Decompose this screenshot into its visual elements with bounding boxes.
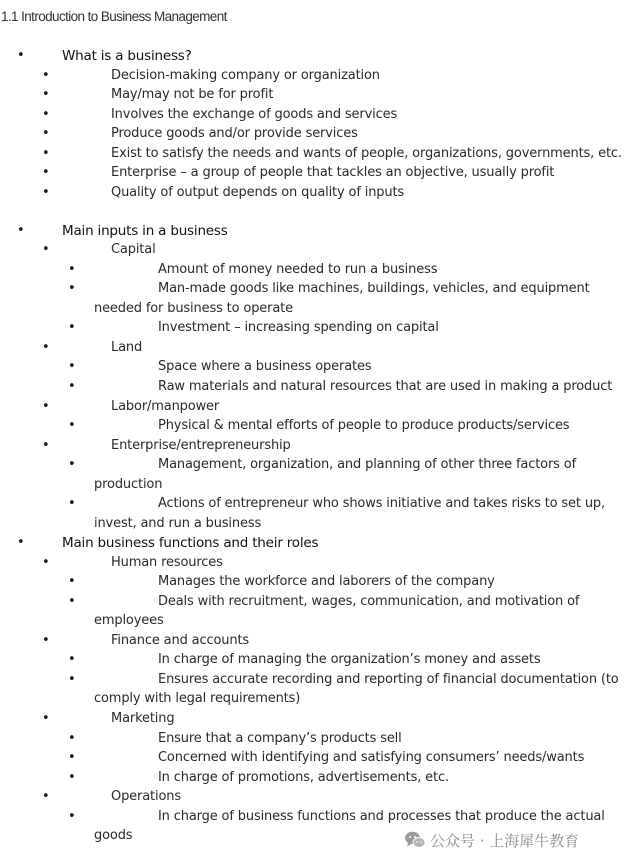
- list-item-text: Space where a business operates: [158, 359, 372, 374]
- list-item-text: Amount of money needed to run a business: [158, 262, 438, 277]
- list-item: [0, 748, 638, 768]
- bullet-icon: •: [68, 770, 76, 785]
- list-item-text: Enterprise – a group of people that tackles an objective, usually profit: [111, 165, 555, 180]
- list-item: [0, 729, 638, 749]
- list-item: [0, 572, 638, 592]
- list-item-text: In charge of business functions and processes that produce the actual: [158, 809, 605, 824]
- bullet-icon: •: [68, 809, 76, 824]
- list-item-text: Raw materials and natural resources that are used in making a product: [158, 379, 613, 394]
- list-item: [0, 318, 638, 338]
- bullet-icon: •: [42, 789, 50, 804]
- bullet-icon: •: [42, 438, 50, 453]
- bullet-icon: •: [17, 535, 25, 550]
- list-item-continuation: [0, 475, 638, 495]
- bullet-icon: •: [42, 68, 50, 83]
- bullet-icon: •: [42, 242, 50, 257]
- heading-text: Main business functions and their roles: [62, 535, 319, 551]
- section-heading: [0, 46, 638, 66]
- list-item: [0, 377, 638, 397]
- list-item: [0, 279, 638, 299]
- bullet-icon: •: [17, 48, 25, 63]
- bullet-icon: •: [68, 418, 76, 433]
- bullet-icon: •: [42, 87, 50, 102]
- group-label-text: Marketing: [111, 711, 175, 726]
- list-item: [0, 163, 638, 183]
- list-item-text: invest, and run a business: [94, 516, 262, 531]
- group-label-text: Operations: [111, 789, 181, 804]
- list-item-text: Investment – increasing spending on capital: [158, 320, 439, 335]
- group-label: [0, 709, 638, 729]
- list-item-text: In charge of promotions, advertisements, etc.: [158, 770, 449, 785]
- list-item-text: Physical & mental efforts of people to produce products/services: [158, 418, 570, 433]
- list-item-continuation: [0, 299, 638, 319]
- bullet-icon: •: [42, 633, 50, 648]
- heading-text: What is a business?: [62, 48, 192, 64]
- list-item: [0, 650, 638, 670]
- list-item: [0, 144, 638, 164]
- watermark: [404, 829, 579, 851]
- section-heading: [0, 533, 638, 553]
- list-item-text: needed for business to operate: [94, 301, 293, 316]
- group-label: [0, 240, 638, 260]
- bullet-icon: •: [42, 399, 50, 414]
- list-item-text: Man-made goods like machines, buildings, vehicles, and equipment: [158, 281, 590, 296]
- list-item: [0, 260, 638, 280]
- group-label-text: Capital: [111, 242, 156, 257]
- group-label: [0, 436, 638, 456]
- bullet-icon: •: [68, 379, 76, 394]
- list-item-text: employees: [94, 613, 164, 628]
- group-label-text: Labor/manpower: [111, 399, 220, 414]
- list-item: [0, 670, 638, 690]
- list-item-text: Ensures accurate recording and reporting of financial documentation (to: [158, 672, 619, 687]
- list-item-continuation: [0, 514, 638, 534]
- list-item: [0, 592, 638, 612]
- group-label: [0, 338, 638, 358]
- group-label-text: Enterprise/entrepreneurship: [111, 438, 291, 453]
- bullet-icon: •: [68, 359, 76, 374]
- bullet-icon: •: [42, 555, 50, 570]
- list-item: [0, 66, 638, 86]
- bullet-icon: •: [42, 711, 50, 726]
- list-item: [0, 124, 638, 144]
- bullet-icon: •: [42, 165, 50, 180]
- list-item-text: Concerned with identifying and satisfying consumers’ needs/wants: [158, 750, 585, 765]
- bullet-icon: •: [42, 126, 50, 141]
- list-item-text: Actions of entrepreneur who shows initiative and takes risks to set up,: [158, 496, 606, 511]
- bullet-icon: •: [42, 146, 50, 161]
- list-item-text: Deals with recruitment, wages, communication, and motivation of: [158, 594, 580, 609]
- list-item: [0, 416, 638, 436]
- list-item: [0, 807, 638, 827]
- group-label: [0, 631, 638, 651]
- bullet-icon: •: [68, 574, 76, 589]
- watermark-text: 公众号 · 上海犀牛教育: [430, 831, 580, 850]
- bullet-icon: •: [42, 107, 50, 122]
- list-item-text: Ensure that a company’s products sell: [158, 731, 402, 746]
- list-item-text: Manages the workforce and laborers of the company: [158, 574, 495, 589]
- list-item-text: Involves the exchange of goods and services: [111, 107, 398, 122]
- section-heading: [0, 221, 638, 241]
- heading-text: Main inputs in a business: [62, 223, 228, 239]
- bullet-icon: •: [68, 652, 76, 667]
- bullet-icon: •: [68, 594, 76, 609]
- group-label: [0, 397, 638, 417]
- list-item-continuation: [0, 689, 638, 709]
- list-item: [0, 455, 638, 475]
- list-item: [0, 105, 638, 125]
- list-item: [0, 494, 638, 514]
- bullet-icon: •: [68, 457, 76, 472]
- list-item: [0, 183, 638, 203]
- list-item-text: Decision-making company or organization: [111, 68, 380, 83]
- list-item-text: Exist to satisfy the needs and wants of people, organizations, governments, etc.: [111, 146, 622, 161]
- list-item-continuation: [0, 611, 638, 631]
- bullet-icon: •: [17, 223, 25, 238]
- list-item-text: production: [94, 477, 163, 492]
- list-item-text: goods: [94, 828, 133, 843]
- page-title: 1.1 Introduction to Business Management: [1, 9, 227, 24]
- bullet-icon: •: [68, 731, 76, 746]
- list-item: [0, 768, 638, 788]
- bullet-icon: •: [68, 496, 76, 511]
- list-item-text: comply with legal requirements): [94, 691, 301, 706]
- list-item: [0, 357, 638, 377]
- bullet-icon: •: [42, 340, 50, 355]
- bullet-icon: •: [42, 185, 50, 200]
- list-item-text: Quality of output depends on quality of inputs: [111, 185, 405, 200]
- wechat-icon: [404, 830, 426, 850]
- bullet-icon: •: [68, 281, 76, 296]
- bullet-icon: •: [68, 320, 76, 335]
- list-item-text: Produce goods and/or provide services: [111, 126, 358, 141]
- list-item: [0, 85, 638, 105]
- group-label-text: Human resources: [111, 555, 223, 570]
- bullet-icon: •: [68, 750, 76, 765]
- bullet-icon: •: [68, 672, 76, 687]
- list-item-text: Management, organization, and planning of other three factors of: [158, 457, 577, 472]
- list-item-text: May/may not be for profit: [111, 87, 274, 102]
- group-label-text: Finance and accounts: [111, 633, 250, 648]
- bullet-icon: •: [68, 262, 76, 277]
- group-label: [0, 787, 638, 807]
- group-label: [0, 553, 638, 573]
- list-item-text: In charge of managing the organization’s money and assets: [158, 652, 541, 667]
- group-label-text: Land: [111, 340, 143, 355]
